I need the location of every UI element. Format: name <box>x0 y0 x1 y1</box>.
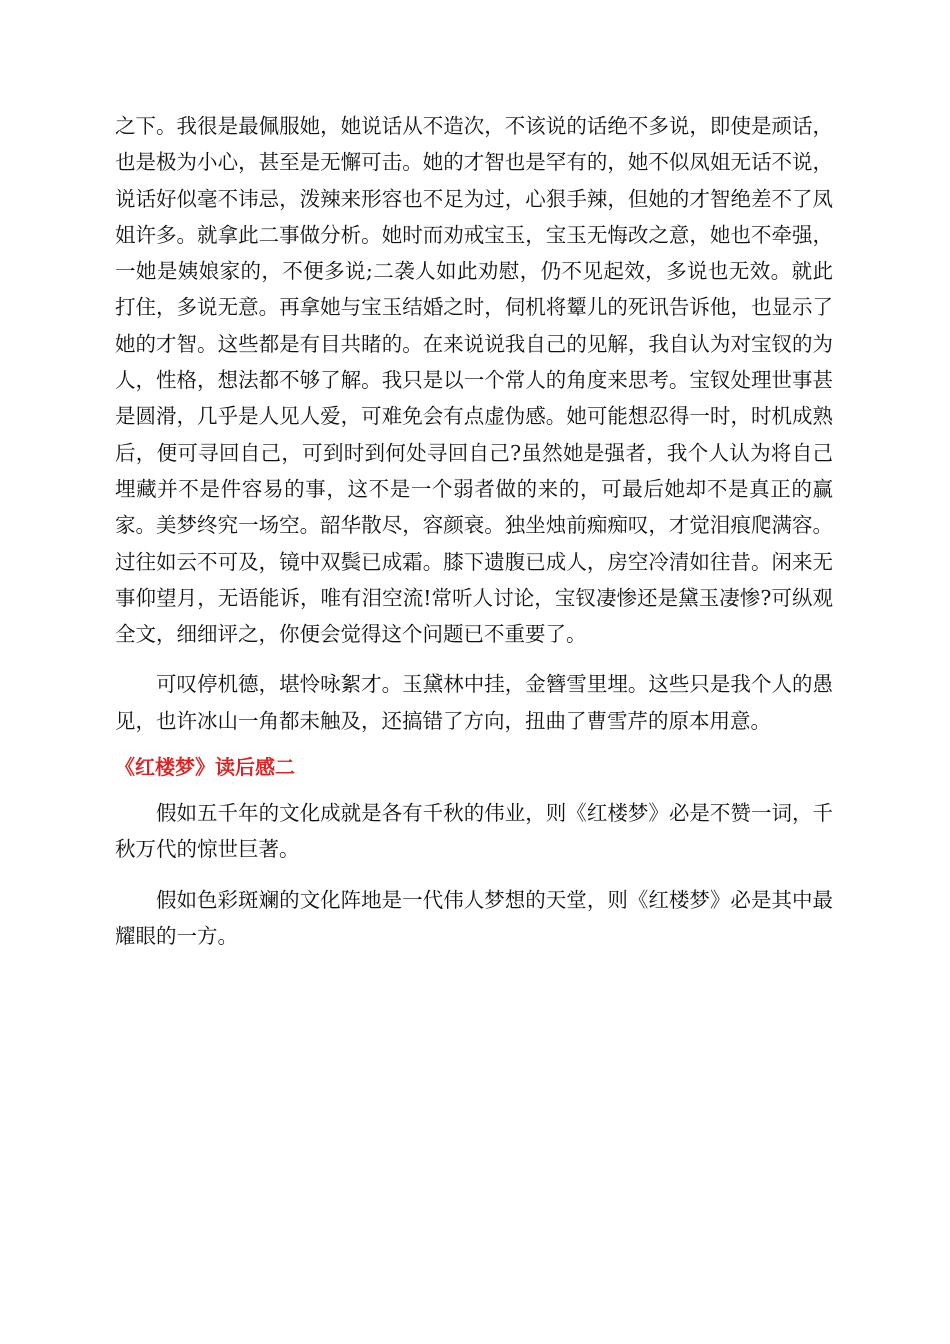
body-paragraph: 之下。我很是最佩服她，她说话从不造次，不该说的话绝不多说，即使是顽话，也是极为小心，甚至是无懈可击。她的才智也是罕有的，她不似凤姐无话不说，说话好似毫不讳忌，泼辣来形容也不足为过，心狠手辣，但她的才智绝差不了凤姐许多。就拿此二事做分析。她时而劝戒宝玉，宝玉无悔改之意，她也不牵强，一她是姨娘家的，不便多说;二袭人如此劝慰，仍不见起效，多说也无效。就此打住，多说无意。再拿她与宝玉结婚之时，伺机将颦儿的死讯告诉他，也显示了她的才智。这些都是有目共睹的。在来说说我自己的见解，我自认为对宝钗的为人，性格，想法都不够了解。我只是以一个常人的角度来思考。宝钗处理世事甚是圆滑，几乎是人见人爱，可难免会有点虚伪感。她可能想忍得一时，时机成熟后，便可寻回自己，可到时到何处寻回自己?虽然她是强者，我个人认为将自己埋藏并不是件容易的事，这不是一个弱者做的来的，可最后她却不是真正的赢家。美梦终究一场空。韶华散尽，容颜衰。独坐烛前痴痴叹，才觉泪痕爬满容。过往如云不可及，镜中双鬓已成霜。膝下遗腹已成人，房空冷清如往昔。闲来无事仰望月，无语能诉，唯有泪空流!常听人讨论，宝钗凄惨还是黛玉凄惨?可纵观全文，细细评之，你便会觉得这个问题已不重要了。 <box>115 114 833 647</box>
paragraph-spacer <box>115 652 833 666</box>
paragraph-spacer <box>115 739 833 749</box>
body-paragraph: 假如五千年的文化成就是各有千秋的伟业，则《红楼梦》必是不赞一词，千秋万代的惊世巨著。 <box>115 801 833 862</box>
body-paragraph: 假如色彩斑斓的文化阵地是一代伟人梦想的天堂，则《红楼梦》必是其中最耀眼的一方。 <box>115 887 833 948</box>
section-heading: 《红楼梦》读后感二 <box>115 755 295 780</box>
paragraph-spacer <box>115 785 833 795</box>
document-page <box>115 108 833 954</box>
body-paragraph: 可叹停机德，堪怜咏絮才。玉黛林中挂，金簪雪里埋。这些只是我个人的愚见，也许冰山一角都未触及，还搞错了方向，扭曲了曹雪芹的原本用意。 <box>115 672 833 733</box>
paragraph-spacer <box>115 868 833 882</box>
